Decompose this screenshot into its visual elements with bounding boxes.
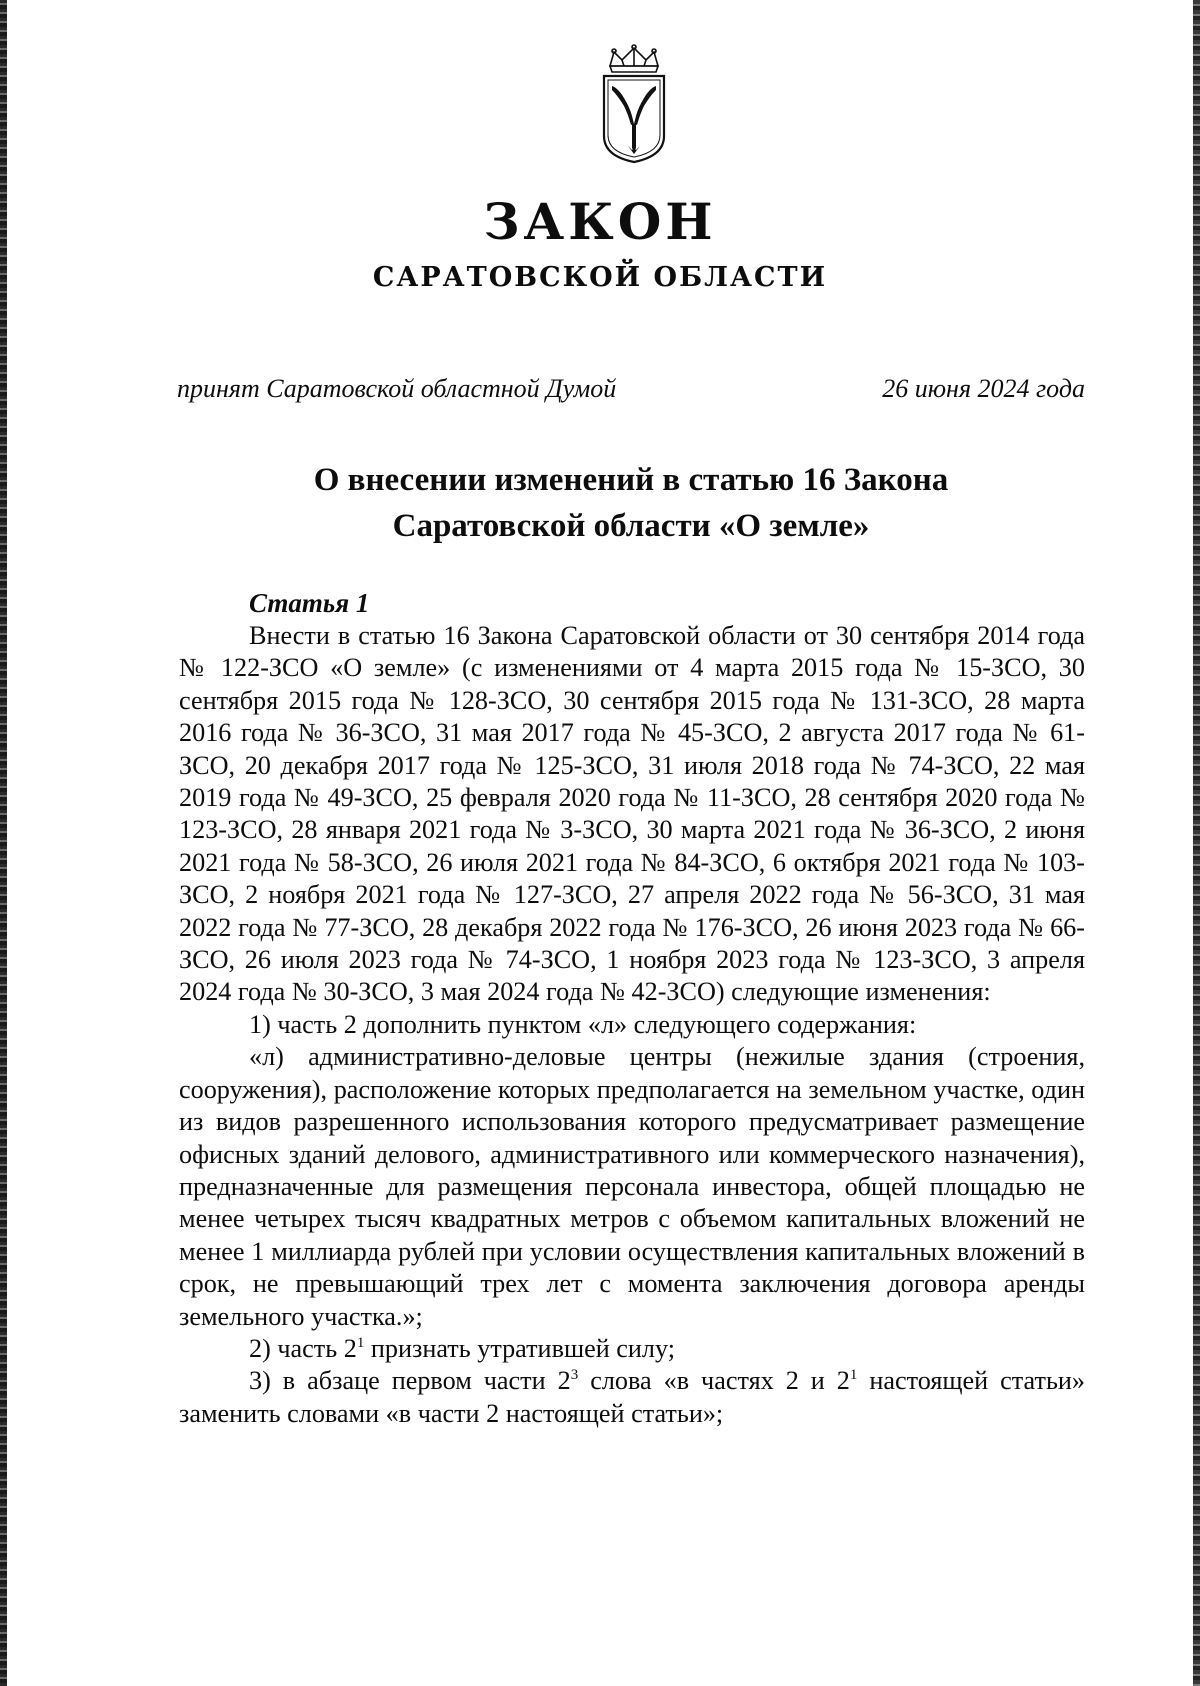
adopted-by: принят Саратовской областной Думой: [177, 374, 617, 403]
item-3-superscript-2: 1: [849, 1367, 858, 1384]
law-title-line-1: О внесении изменений в статью 16 Закона: [313, 462, 949, 498]
document-subtitle: САРАТОВСКОЙ ОБЛАСТИ: [372, 262, 828, 293]
scan-edge-left: [0, 0, 7, 1686]
document-title: ЗАКОН: [483, 192, 717, 251]
coat-of-arms-icon: [598, 44, 670, 164]
item-3-text-a: 3) в абзаце первом части 2: [249, 1366, 571, 1396]
item-3-text-b: слова «в частях 2 и 2: [578, 1366, 850, 1396]
amendment-item-1-text: «л) административно-деловые центры (нежилые здания (строения, сооружения), расположение которых предполагается на земельном участке, один из видов разрешенного использования которого предусматривает размещение офисных зданий делового, административного или коммерческого назначения), предназначенные для размещения персонала инвестора, общей площадью не менее четырех тысяч квадратных метров с объемом капитальных вложений не менее 1 миллиарда рублей при условии осуществления капитальных вложений в срок, не превышающий трех лет с момента заключения договора аренды земельного участка.»;: [179, 1042, 1085, 1331]
adopted-date: 26 июня 2024 года: [882, 374, 1085, 403]
amendment-item-3: [179, 1365, 1085, 1430]
amendment-item-2: [179, 1333, 1085, 1365]
article-heading: Статья 1: [249, 588, 370, 618]
law-title: [0, 457, 1200, 549]
item-2-text-start: 2) часть 2: [249, 1333, 357, 1363]
item-2-superscript: 1: [356, 1334, 365, 1351]
article-intro-paragraph: Внести в статью 16 Закона Саратовской области от 30 сентября 2014 года № 122-ЗСО «О земле» (с изменениями от 4 марта 2015 года № 15-ЗСО, 30 сентября 2015 года № 128-ЗСО, 30 сентября 2015 года № 131-ЗСО, 28 марта 2016 года № 36-ЗСО, 31 мая 2017 года № 45-ЗСО, 2 августа 2017 года № 61-ЗСО, 20 декабря 2017 года № 125-ЗСО, 31 июля 2018 года № 74-ЗСО, 22 мая 2019 года № 49-ЗСО, 25 февраля 2020 года № 11-ЗСО, 28 сентября 2020 года № 123-ЗСО, 28 января 2021 года № 3-ЗСО, 30 марта 2021 года № 36-ЗСО, 2 июня 2021 года № 58-ЗСО, 26 июля 2021 года № 84-ЗСО, 6 октября 2021 года № 103-ЗСО, 2 ноября 2021 года № 127-ЗСО, 27 апреля 2022 года № 56-ЗСО, 31 мая 2022 года № 77-ЗСО, 28 декабря 2022 года № 176-ЗСО, 26 июня 2023 года № 66-ЗСО, 26 июля 2023 года № 74-ЗСО, 1 ноября 2023 года № 123-ЗСО, 3 апреля 2024 года № 30-ЗСО, 3 мая 2024 года № 42-ЗСО) следующие изменения:: [179, 621, 1085, 1007]
scan-edge-right: [1193, 0, 1200, 1686]
item-3-superscript-1: 3: [570, 1367, 579, 1384]
law-title-line-2: Саратовской области «О земле»: [392, 508, 870, 544]
amendment-item-1: 1) часть 2 дополнить пунктом «л» следующего содержания:: [249, 1009, 917, 1039]
article-body: [179, 620, 1085, 1430]
item-3-text-c: настоящей статьи» заменить словами «в части 2 настоящей статьи»;: [179, 1366, 1085, 1428]
item-2-text-end: признать утратившей силу;: [364, 1333, 676, 1363]
